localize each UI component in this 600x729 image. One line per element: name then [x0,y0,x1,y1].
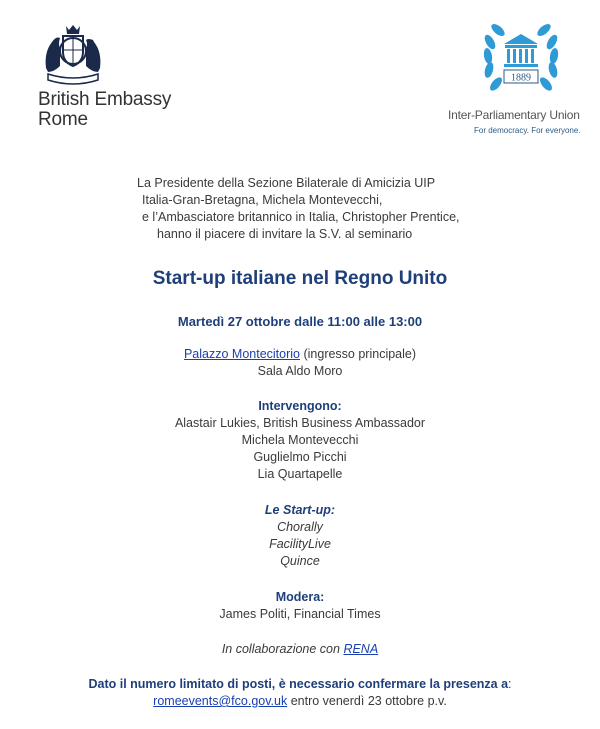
startup-item: Chorally [277,520,323,534]
intro-line-3: e l’Ambasciatore britannico in Italia, Christopher Prentice, [142,210,460,224]
intro-line-4: hanno il piacere di invitare la S.V. al seminario [157,227,413,241]
speaker-item: Alastair Lukies, British Business Ambassador [174,416,426,430]
event-title: Start-up italiane nel Regno Unito [152,268,448,289]
ipu-name: Inter-Parliamentary Union [448,108,580,122]
rsvp-contact-line [0,693,600,710]
venue-note: (ingresso principale) [300,347,417,361]
ipu-tagline: For democracy. For everyone. [474,126,581,135]
rsvp-email-link[interactable]: romeevents@fco.gov.uk [153,694,288,708]
ipu-logo [448,14,593,144]
event-room: Sala Aldo Moro [257,364,343,378]
rsvp-deadline: entro venerdì 23 ottobre p.v. [287,694,447,708]
startups-heading: Le Start-up: [264,503,336,517]
ipu-emblem-icon [476,14,566,104]
rena-link[interactable]: RENA [343,642,379,656]
speaker-item: Guglielmo Picchi [253,450,347,464]
royal-coat-of-arms-icon [38,22,108,90]
embassy-name [38,90,171,130]
collaboration-text: In collaborazione con [221,642,344,656]
speaker-item: Michela Montevecchi [241,433,359,447]
moderator-heading: Modera: [275,590,325,604]
embassy-name-line2: Rome [38,109,88,130]
collaboration-line [0,641,600,658]
event-datetime: Martedì 27 ottobre dalle 11:00 alle 13:00 [177,314,423,329]
startup-item: FacilityLive [269,537,331,551]
moderator-name: James Politi, Financial Times [219,607,381,621]
speaker-item: Lia Quartapelle [257,467,343,481]
intro-line-2: Italia-Gran-Bretagna, Michela Montevecchi, [142,193,383,207]
rsvp-notice-line [0,676,600,693]
ipu-year: 1889 [511,72,531,84]
embassy-name-line1: British Embassy [38,89,172,110]
venue-line [0,346,600,363]
startup-item: Quince [280,554,320,568]
speakers-heading: Intervengono: [258,399,342,413]
rsvp-colon: : [508,677,512,691]
venue-link[interactable]: Palazzo Montecitorio [183,347,300,361]
intro-line-1: La Presidente della Sezione Bilaterale di Amicizia UIP [137,176,436,190]
rsvp-notice: Dato il numero limitato di posti, è necessario confermare la presenza a [88,677,509,691]
